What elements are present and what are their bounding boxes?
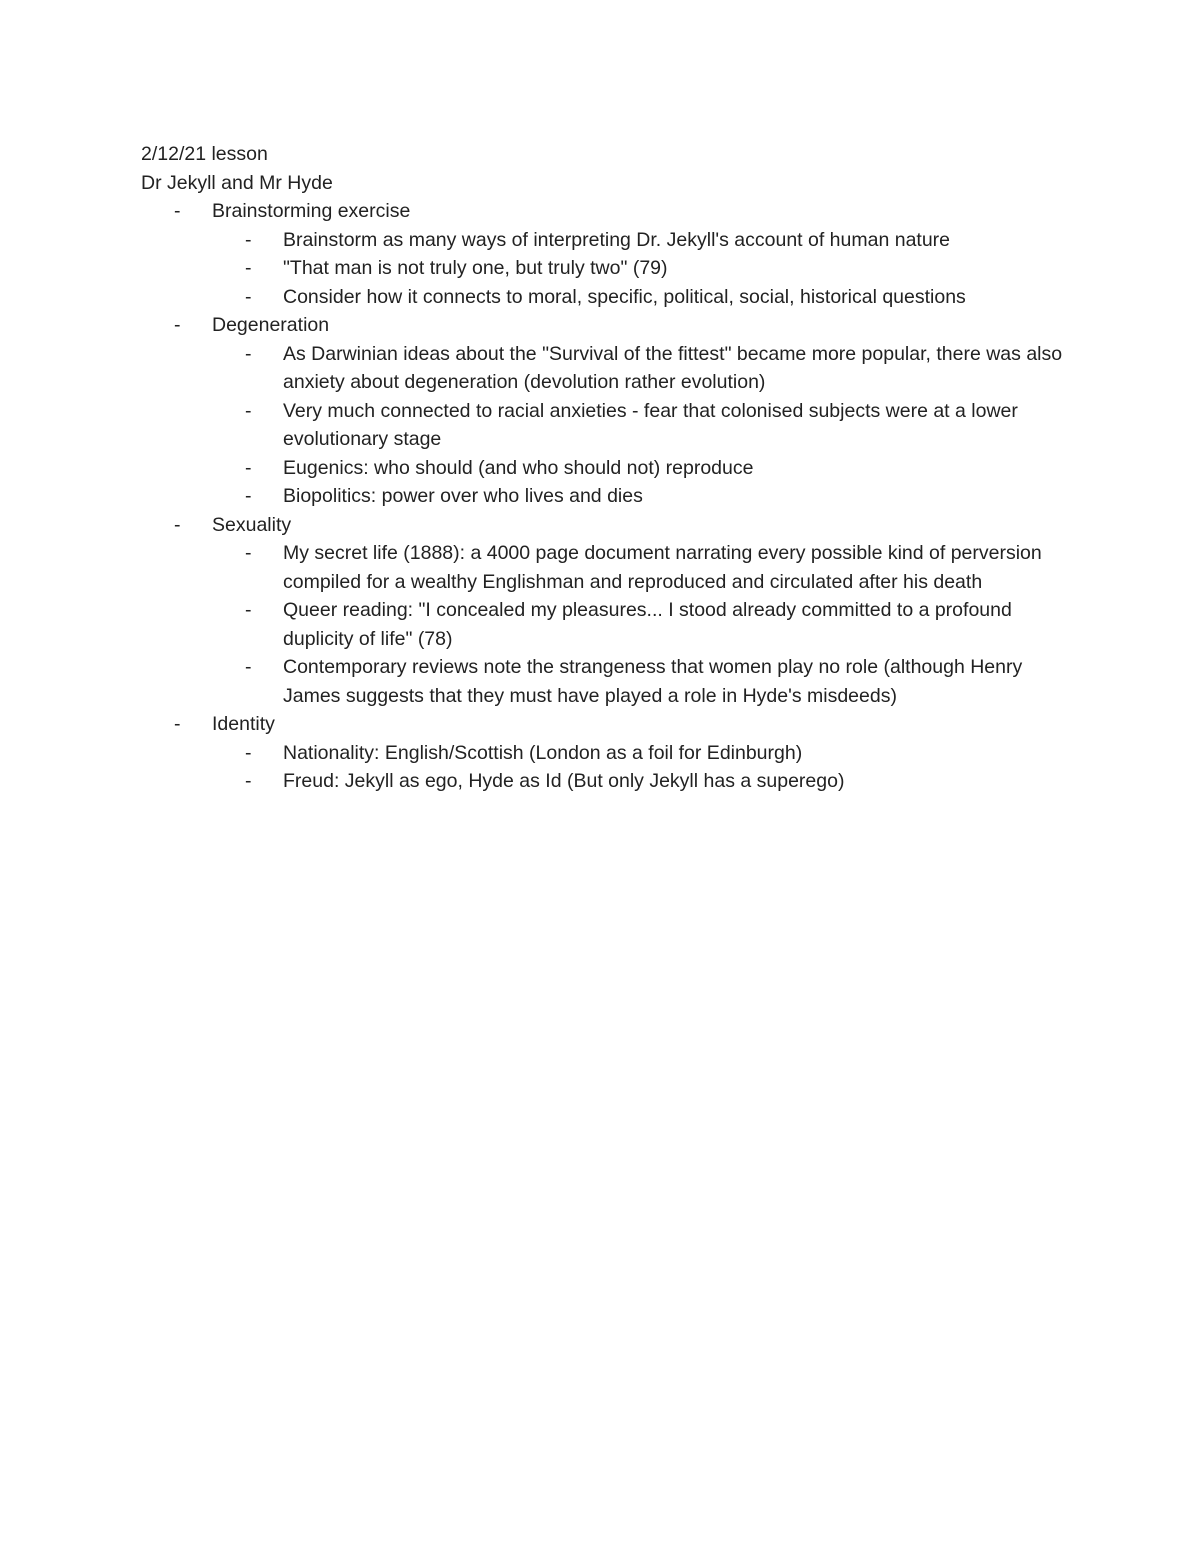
list-item <box>212 653 1081 710</box>
bullet-dash: - <box>174 513 181 536</box>
bullet-dash: - <box>174 200 181 222</box>
list-item-text: "That man is not truly one, but truly two" (79) <box>283 257 668 279</box>
date-line: 2/12/21 lesson <box>141 143 268 165</box>
topic-item <box>141 710 1081 796</box>
topic-heading: Sexuality <box>212 513 292 536</box>
list-item <box>212 340 1081 397</box>
bullet-dash: - <box>245 599 252 621</box>
list-item-text: As Darwinian ideas about the "Survival of the fittest" became more popular, there was also anxiety about degeneration (devolution rather evolution) <box>283 342 1063 393</box>
subtopic-list <box>212 739 1081 796</box>
list-item-text: Queer reading: "I concealed my pleasures... I stood already committed to a profound duplicity of life" (78) <box>283 599 1012 650</box>
list-item-text: Brainstorm as many ways of interpreting Dr. Jekyll's account of human nature <box>283 228 951 251</box>
list-item <box>212 254 1081 283</box>
bullet-dash: - <box>245 228 252 251</box>
bullet-dash: - <box>245 656 252 678</box>
list-item <box>212 539 1081 596</box>
topic-heading: Brainstorming exercise <box>212 200 411 222</box>
document-title: Dr Jekyll and Mr Hyde <box>141 171 333 194</box>
list-item-text: My secret life (1888): a 4000 page document narrating every possible kind of perversion compiled for a wealthy Englishman and reproduced and circulated after his death <box>283 542 1042 593</box>
subtopic-list <box>212 539 1081 710</box>
subtopic-list <box>212 226 1081 312</box>
bullet-dash: - <box>174 314 181 336</box>
list-item-text: Freud: Jekyll as ego, Hyde as Id (But only Jekyll has a superego) <box>283 770 845 792</box>
bullet-dash: - <box>245 770 252 792</box>
list-item <box>212 283 1081 312</box>
bullet-dash: - <box>245 542 252 564</box>
topic-item <box>141 197 1081 311</box>
bullet-dash: - <box>174 713 181 735</box>
topic-list <box>141 197 1081 796</box>
topic-heading: Identity <box>212 713 275 735</box>
list-item <box>212 397 1081 454</box>
bullet-dash: - <box>245 285 252 308</box>
list-item <box>212 226 1081 255</box>
bullet-dash: - <box>245 257 252 279</box>
bullet-dash: - <box>245 456 252 479</box>
topic-item <box>141 311 1081 511</box>
topic-heading: Degeneration <box>212 314 330 336</box>
list-item <box>212 482 1081 511</box>
subtopic-list <box>212 340 1081 511</box>
topic-item <box>141 511 1081 711</box>
list-item-text: Biopolitics: power over who lives and dies <box>283 485 643 507</box>
bullet-dash: - <box>245 399 252 422</box>
list-item-text: Consider how it connects to moral, specific, political, social, historical questions <box>283 285 966 308</box>
bullet-dash: - <box>245 342 252 365</box>
document-body <box>141 140 1081 796</box>
list-item-text: Contemporary reviews note the strangeness that women play no role (although Henry James suggests that they must have played a role in Hyde's misdeeds) <box>283 656 1023 707</box>
bullet-dash: - <box>245 741 252 764</box>
list-item <box>212 454 1081 483</box>
list-item-text: Very much connected to racial anxieties - fear that colonised subjects were at a lower evolutionary stage <box>283 399 1018 450</box>
list-item <box>212 596 1081 653</box>
list-item-text: Nationality: English/Scottish (London as a foil for Edinburgh) <box>283 741 803 764</box>
list-item-text: Eugenics: who should (and who should not) reproduce <box>283 456 754 479</box>
bullet-dash: - <box>245 485 252 507</box>
list-item <box>212 739 1081 768</box>
list-item <box>212 767 1081 796</box>
